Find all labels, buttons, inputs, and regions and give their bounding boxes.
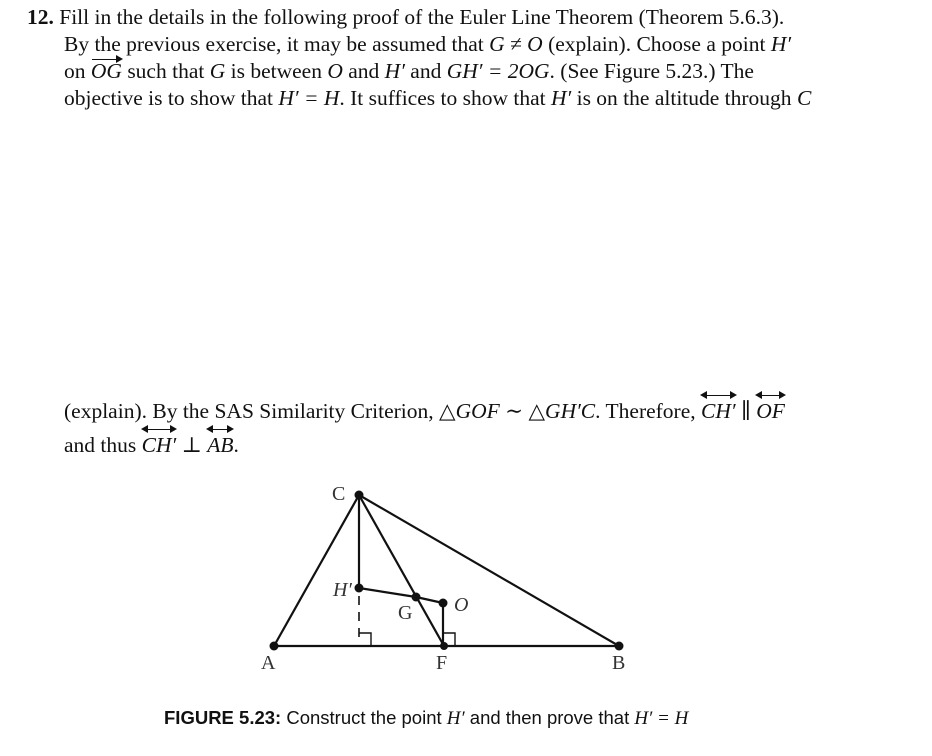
segment-hg [359,588,416,597]
line-ab: AB [207,428,233,462]
point-f [440,642,448,650]
point-g [412,593,421,602]
point-h-prime [355,584,364,593]
problem-line-3: on OG such that G is between O and H′ and GH′ = 2OG. (See Figure 5.23.) The [64,59,754,83]
segment-ac [274,495,359,646]
problem-line-5: (explain). By the SAS Similarity Criterion, △GOF ∼ △GH′C. Therefore, CH′ ∥ OF [27,394,897,428]
label-a: A [261,652,276,674]
right-angle-mark-altitude [359,633,371,646]
problem-text-bottom [27,394,897,462]
euler-line-figure [240,478,660,688]
problem-line-1: 12. Fill in the details in the following proof of the Euler Line Theorem (Theorem 5.6.3). [27,5,785,29]
line-ch-prime: CH′ [701,394,736,428]
problem-number: 12. [27,5,54,29]
point-c [355,491,364,500]
line-of: OF [756,394,785,428]
point-o [439,599,448,608]
label-b: B [612,652,626,674]
point-a [270,642,279,651]
label-g: G [398,602,413,624]
problem-line-4: objective is to show that H′ = H. It suffices to show that H′ is on the altitude through C [64,86,812,110]
problem-line-2: By the previous exercise, it may be assumed that G ≠ O (explain). Choose a point H′ [64,32,792,56]
problem-text-top [27,4,897,112]
problem-line-6: and thus CH′ ⊥ AB . [27,428,897,462]
ray-og: OG [90,59,122,83]
point-b [615,642,624,651]
line-ch-prime-2: CH′ [142,428,177,462]
label-f: F [436,652,448,674]
label-c: C [332,483,346,505]
caption-label: FIGURE 5.23: [164,707,282,728]
label-o: O [454,594,469,616]
figure-caption: FIGURE 5.23: Construct the point H′ and then prove that H′ = H [164,707,689,729]
label-h-prime: H′ [333,579,352,601]
